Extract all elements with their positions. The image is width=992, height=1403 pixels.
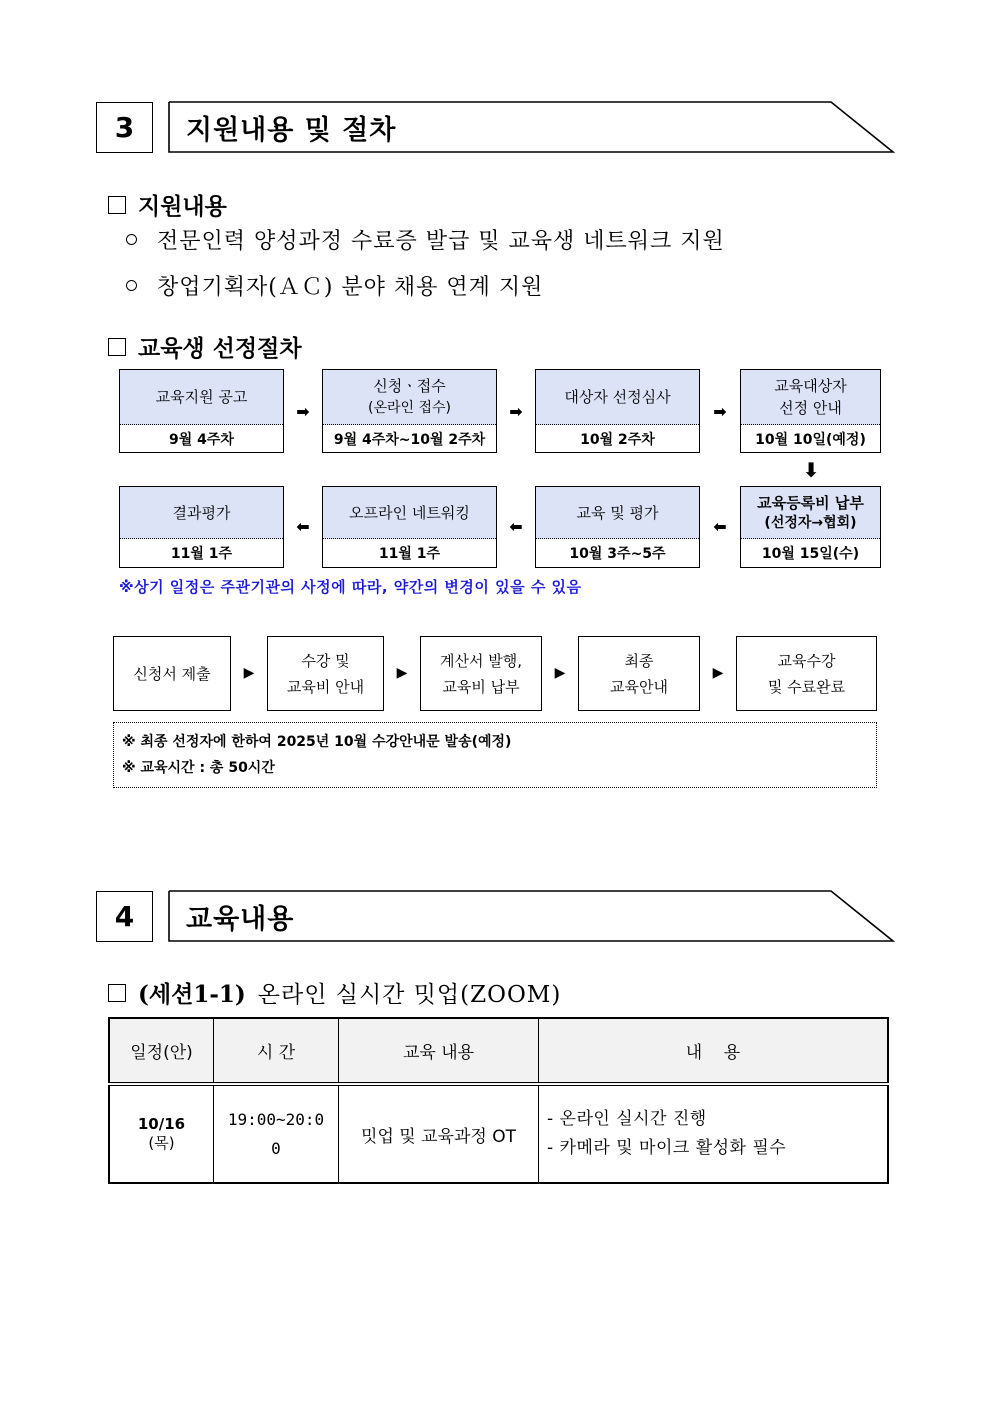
step-date: 11월 1주	[378, 546, 441, 562]
arrow-down-icon: ⬇	[802, 458, 820, 482]
process-step-4	[578, 636, 700, 711]
selection-step-2	[322, 369, 497, 453]
process-step-text: 교육비 안내	[286, 677, 365, 696]
checkbox-square-icon	[108, 196, 126, 214]
arrow-right-triangle-icon: ▶	[243, 665, 255, 681]
process-step-text: 수강 및	[301, 651, 350, 670]
cell-time	[214, 1084, 339, 1183]
circle-bullet-icon	[126, 280, 137, 291]
detail-line: - 온라인 실시간 진행	[547, 1109, 707, 1129]
arrow-right-icon: ➡	[296, 401, 310, 421]
step-title: 결과평가	[172, 503, 231, 522]
support-heading-text: 지원내용	[138, 194, 227, 220]
process-note: ※ 최종 선정자에 한하여 2025년 10월 수강안내문 발송(예정)	[122, 734, 512, 750]
support-heading	[108, 188, 227, 221]
support-item	[126, 270, 543, 301]
selection-step-8	[119, 486, 284, 568]
circle-bullet-icon	[126, 234, 137, 245]
arrow-left-icon: ⬅	[296, 516, 310, 536]
arrow-left-icon: ⬅	[713, 516, 727, 536]
process-notes	[113, 722, 877, 788]
cell-details	[539, 1084, 889, 1183]
arrow-right-icon: ➡	[713, 401, 727, 421]
table-row	[109, 1084, 888, 1183]
process-step-5	[736, 636, 877, 711]
header-time: 시 간	[214, 1018, 339, 1084]
process-step-text: 계산서 발행,	[440, 651, 522, 670]
section-number-3: 3	[96, 102, 153, 153]
process-step-text: 최종	[624, 651, 654, 670]
step-title: 교육등록비 납부	[757, 493, 864, 512]
header-date: 일정(안)	[109, 1018, 214, 1084]
session-schedule-table	[108, 1017, 889, 1184]
step-subtitle: 선정 안내	[779, 399, 842, 417]
step-date: 10월 15일(수)	[761, 546, 860, 562]
step-title: 대상자 선정심사	[564, 388, 671, 406]
support-item	[126, 224, 725, 255]
arrow-right-triangle-icon: ▶	[712, 665, 724, 681]
step-date: 10월 3주~5주	[569, 546, 666, 562]
session-heading-bold: (세션1-1)	[138, 981, 246, 1008]
selection-step-7	[322, 486, 497, 568]
header-topic: 교육 내용	[339, 1018, 539, 1084]
date-line: 10/16	[137, 1115, 186, 1133]
process-note: ※ 교육시간 : 총 50시간	[122, 760, 275, 776]
step-date: 10월 10일(예정)	[755, 431, 866, 448]
session-heading	[108, 976, 561, 1009]
step-title: 교육지원 공고	[155, 388, 248, 406]
selection-step-1	[119, 369, 284, 453]
step-subtitle: (선정자→협회)	[764, 514, 857, 531]
selection-step-6	[535, 486, 700, 568]
section-title-4: 교육내용	[186, 904, 295, 935]
arrow-right-icon: ➡	[509, 401, 523, 421]
support-item-text: 전문인력 양성과정 수료증 발급 및 교육생 네트워크 지원	[157, 229, 725, 254]
time-line: 0	[271, 1139, 281, 1158]
process-step-text: 교육수강	[777, 651, 836, 670]
step-title: 교육 및 평가	[576, 503, 659, 522]
cell-date	[109, 1084, 214, 1183]
selection-step-5	[740, 486, 881, 568]
arrow-left-icon: ⬅	[509, 516, 523, 536]
process-step-text: 교육비 납부	[442, 677, 520, 696]
detail-line: - 카메라 및 마이크 활성화 필수	[547, 1138, 787, 1158]
time-line: 19:00~20:0	[227, 1110, 325, 1129]
process-step-3	[420, 636, 542, 711]
step-title: 신청ㆍ접수	[373, 377, 446, 395]
selection-heading-text: 교육생 선정절차	[138, 336, 302, 362]
process-step-text: 신청서 제출	[133, 664, 211, 683]
step-date: 10월 2주차	[580, 431, 655, 448]
schedule-change-note: ※상기 일정은 주관기관의 사정에 따라, 약간의 변경이 있을 수 있음	[119, 578, 582, 596]
process-step-text: 및 수료완료	[767, 677, 846, 696]
selection-step-3	[535, 369, 700, 453]
checkbox-square-icon	[108, 338, 126, 356]
step-subtitle: (온라인 접수)	[368, 400, 451, 416]
selection-heading	[108, 330, 302, 363]
support-item-text: 창업기획자(ＡＣ) 분야 채용 연계 지원	[157, 275, 544, 300]
section-title-3: 지원내용 및 절차	[186, 115, 397, 146]
process-step-2	[267, 636, 384, 711]
process-step-1	[113, 636, 231, 711]
session-heading-text: 온라인 실시간 밋업(ZOOM)	[257, 982, 562, 1008]
arrow-right-triangle-icon: ▶	[554, 665, 566, 681]
cell-topic: 밋업 및 교육과정 OT	[339, 1084, 539, 1183]
step-date: 11월 1주	[170, 546, 233, 562]
step-date: 9월 4주차	[169, 431, 234, 448]
process-step-text: 교육안내	[610, 677, 668, 696]
step-title: 교육대상자	[774, 377, 847, 395]
step-date: 9월 4주차~10월 2주차	[333, 431, 486, 448]
arrow-right-triangle-icon: ▶	[396, 665, 408, 681]
section-number-4: 4	[96, 891, 153, 942]
header-details: 내 용	[539, 1018, 889, 1084]
date-line: (목)	[148, 1134, 175, 1152]
step-title: 오프라인 네트워킹	[349, 503, 470, 522]
table-header-row	[109, 1018, 888, 1084]
selection-step-4	[740, 369, 881, 453]
checkbox-square-icon	[108, 984, 126, 1002]
